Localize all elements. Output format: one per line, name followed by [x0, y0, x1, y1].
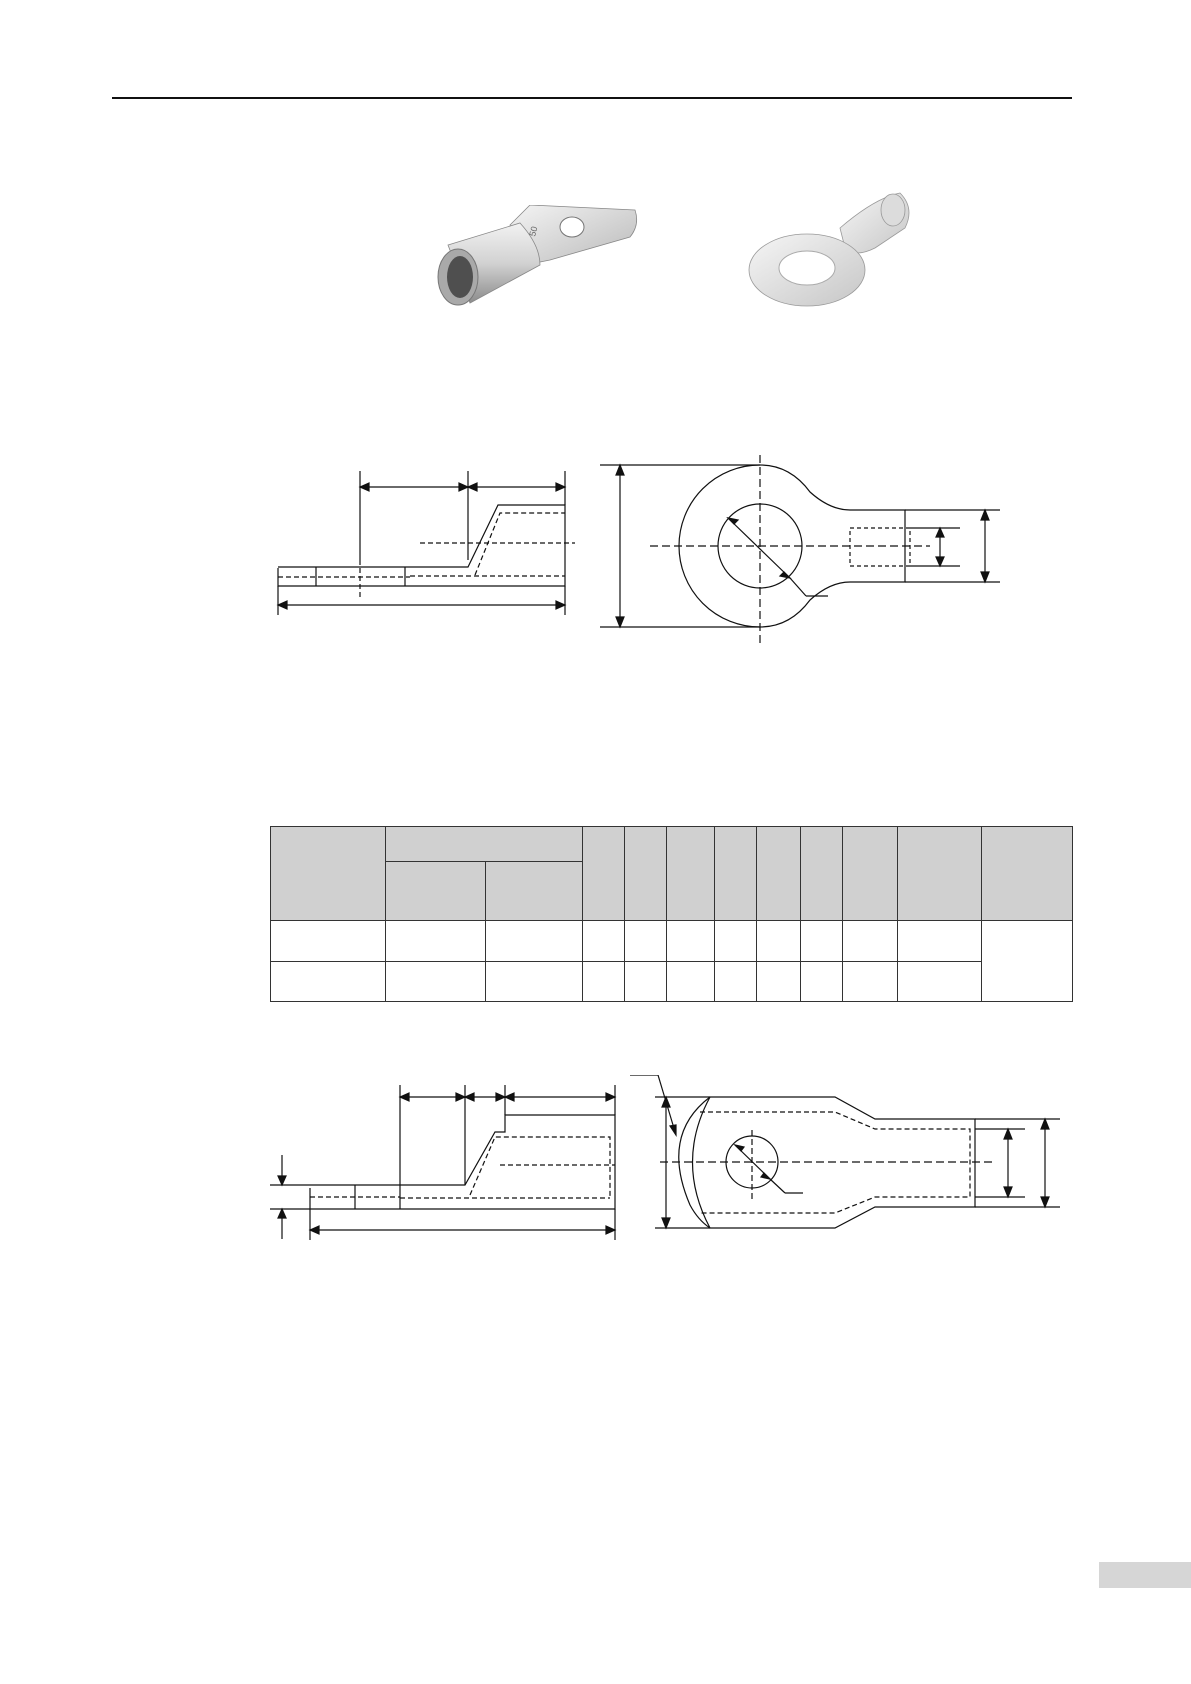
table-row [271, 962, 1073, 1002]
spec-table-header-row-1 [271, 827, 1073, 862]
table-cell [386, 962, 486, 1002]
table-cell [715, 921, 757, 962]
tubular-lug-top-view-drawing [630, 1075, 1070, 1240]
tubular-lug-photo [430, 205, 640, 315]
spec-table-header-cell [898, 827, 982, 921]
table-cell [667, 962, 715, 1002]
table-cell [898, 962, 982, 1002]
table-cell [271, 921, 386, 962]
table-row [271, 921, 1073, 962]
ring-terminal-photo [745, 188, 920, 313]
table-cell [843, 962, 898, 1002]
table-cell [982, 921, 1073, 1002]
table-cell [583, 962, 625, 1002]
table-cell [757, 921, 801, 962]
spec-table-header-cell [667, 827, 715, 921]
table-cell [625, 962, 667, 1002]
table-cell [486, 962, 583, 1002]
spec-table-header-cell [271, 827, 386, 921]
spec-table-header-cell [982, 827, 1073, 921]
spec-table-header-cell [583, 827, 625, 921]
table-cell [898, 921, 982, 962]
lug-engraving: 50 [527, 225, 540, 238]
table-cell [801, 921, 843, 962]
table-cell [757, 962, 801, 1002]
lug-side-view-drawing [270, 465, 590, 620]
header-rule [112, 97, 1072, 99]
table-cell [715, 962, 757, 1002]
spec-table-header-cell [486, 862, 583, 921]
table-cell [386, 921, 486, 962]
spec-table-header-cell [757, 827, 801, 921]
table-cell [271, 962, 386, 1002]
table-cell [667, 921, 715, 962]
ring-top-view-drawing [600, 450, 1070, 650]
page-number-tab [1099, 1562, 1191, 1588]
table-cell [486, 921, 583, 962]
spec-table-header-cell [843, 827, 898, 921]
spec-table-header-cell [625, 827, 667, 921]
spec-table-header-cell [801, 827, 843, 921]
spec-table-header-cell [715, 827, 757, 921]
spec-table [270, 826, 1073, 1002]
table-cell [843, 921, 898, 962]
table-cell [801, 962, 843, 1002]
spec-table-header-cell [386, 827, 583, 862]
tubular-lug-side-view-drawing [270, 1085, 620, 1240]
table-cell [625, 921, 667, 962]
spec-table-header-cell [386, 862, 486, 921]
table-cell [583, 921, 625, 962]
